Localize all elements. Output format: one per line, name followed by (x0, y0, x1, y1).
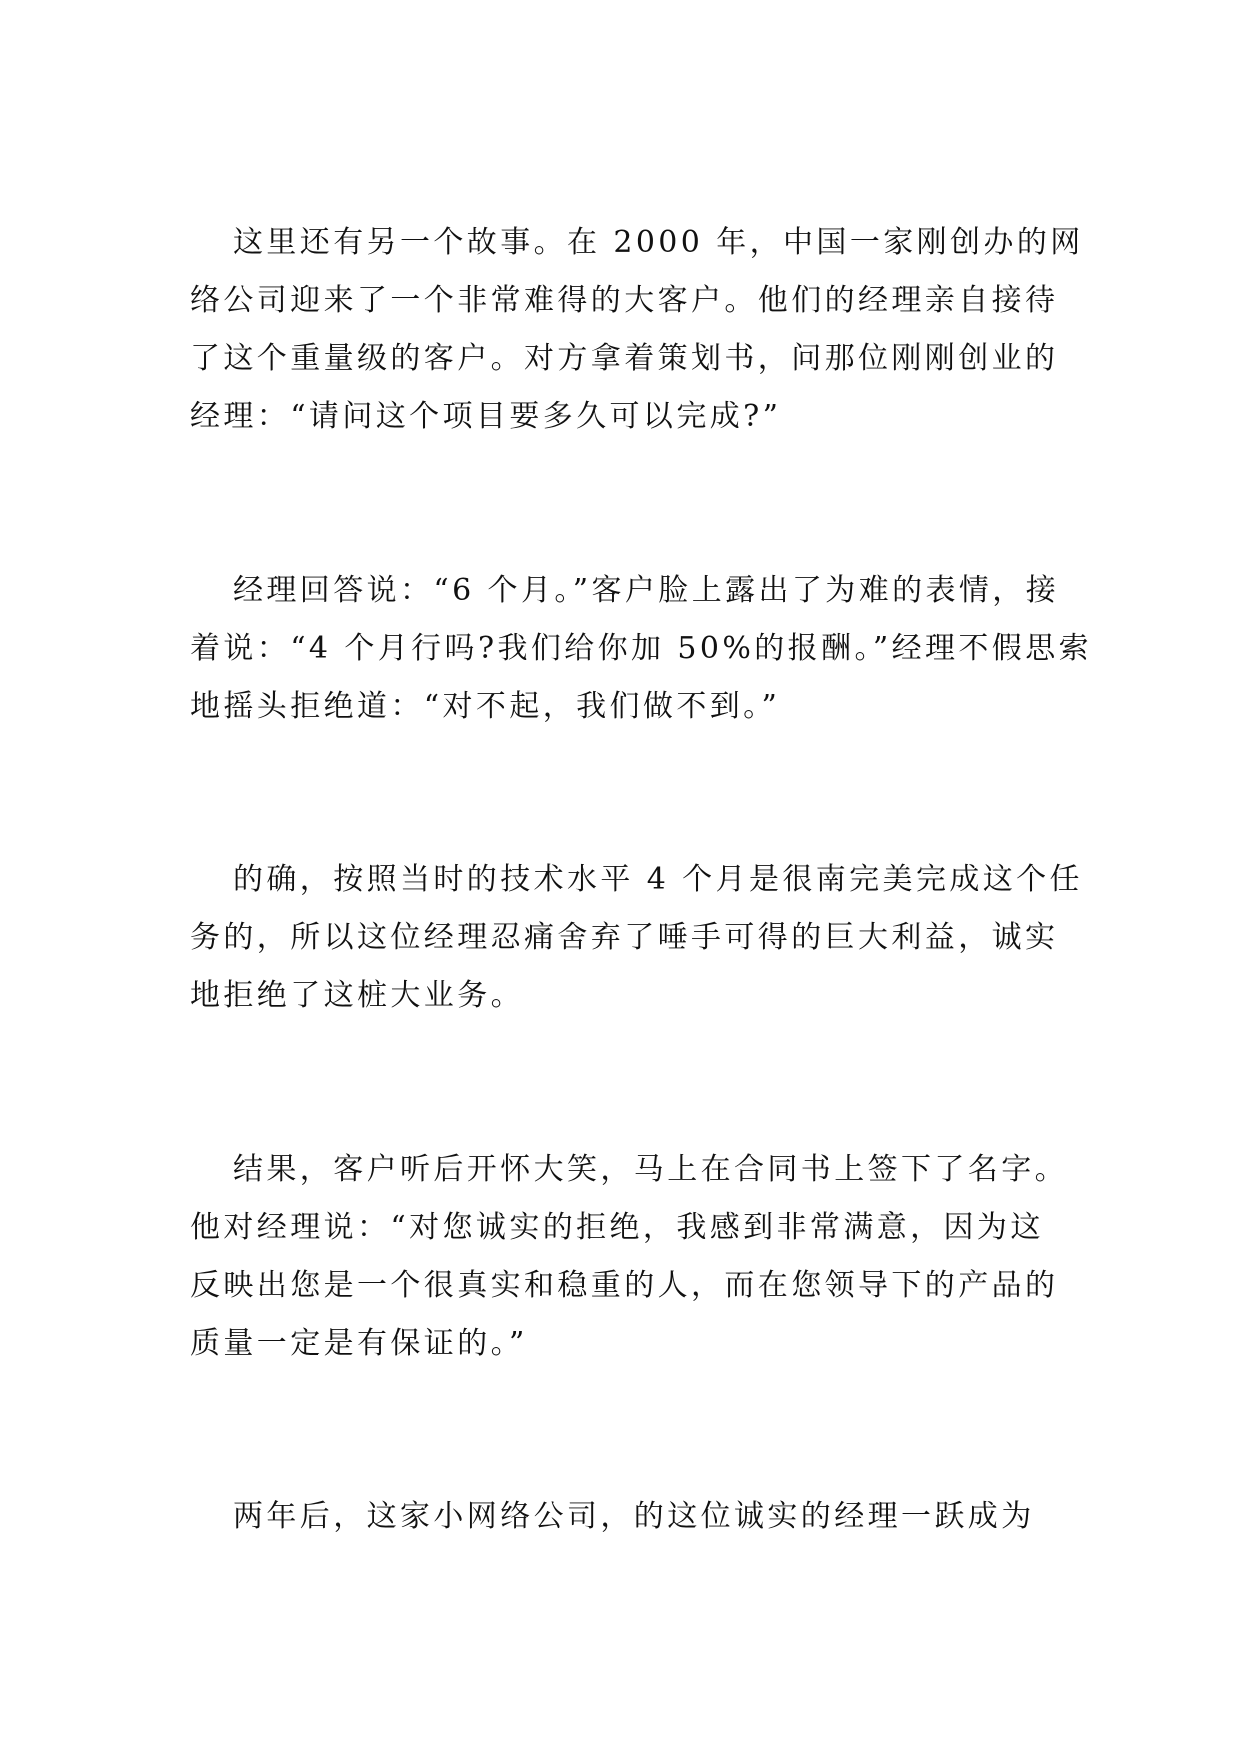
paragraph-4-line-3: 反映出您是一个很真实和稳重的人，而在您领导下的产品的 (190, 1268, 1059, 1303)
paragraph-3-line-2: 务的，所以这位经理忍痛舍弃了唾手可得的巨大利益，诚实 (190, 920, 1059, 955)
paragraph-1-line-1: 这里还有另一个故事。在 2000 年，中国一家刚创办的网 (233, 225, 1084, 260)
paragraph-2-line-2: 着说：“4 个月行吗?我们给你加 50%的报酬。”经理不假思索 (190, 631, 1092, 666)
paragraph-2-line-3: 地摇头拒绝道：“对不起，我们做不到。” (190, 689, 781, 724)
paragraph-3-line-1: 的确，按照当时的技术水平 4 个月是很南完美完成这个任 (233, 862, 1083, 897)
paragraph-4-line-2: 他对经理说：“对您诚实的拒绝，我感到非常满意，因为这 (190, 1210, 1044, 1245)
paragraph-1-line-2: 络公司迎来了一个非常难得的大客户。他们的经理亲自接待 (190, 283, 1059, 318)
paragraph-4-line-1: 结果，客户听后开怀大笑，马上在合同书上签下了名字。 (233, 1152, 1068, 1187)
paragraph-5-line-1: 两年后，这家小网络公司，的这位诚实的经理一跃成为 (233, 1499, 1035, 1534)
paragraph-4-line-4: 质量一定是有保证的。” (190, 1326, 528, 1361)
paragraph-2-line-1: 经理回答说：“6 个月。”客户脸上露出了为难的表情，接 (233, 573, 1060, 608)
paragraph-3-line-3: 地拒绝了这桩大业务。 (190, 978, 524, 1013)
paragraph-1-line-4: 经理：“请问这个项目要多久可以完成?” (190, 399, 782, 434)
paragraph-1-line-3: 了这个重量级的客户。对方拿着策划书，问那位刚刚创业的 (190, 341, 1059, 376)
